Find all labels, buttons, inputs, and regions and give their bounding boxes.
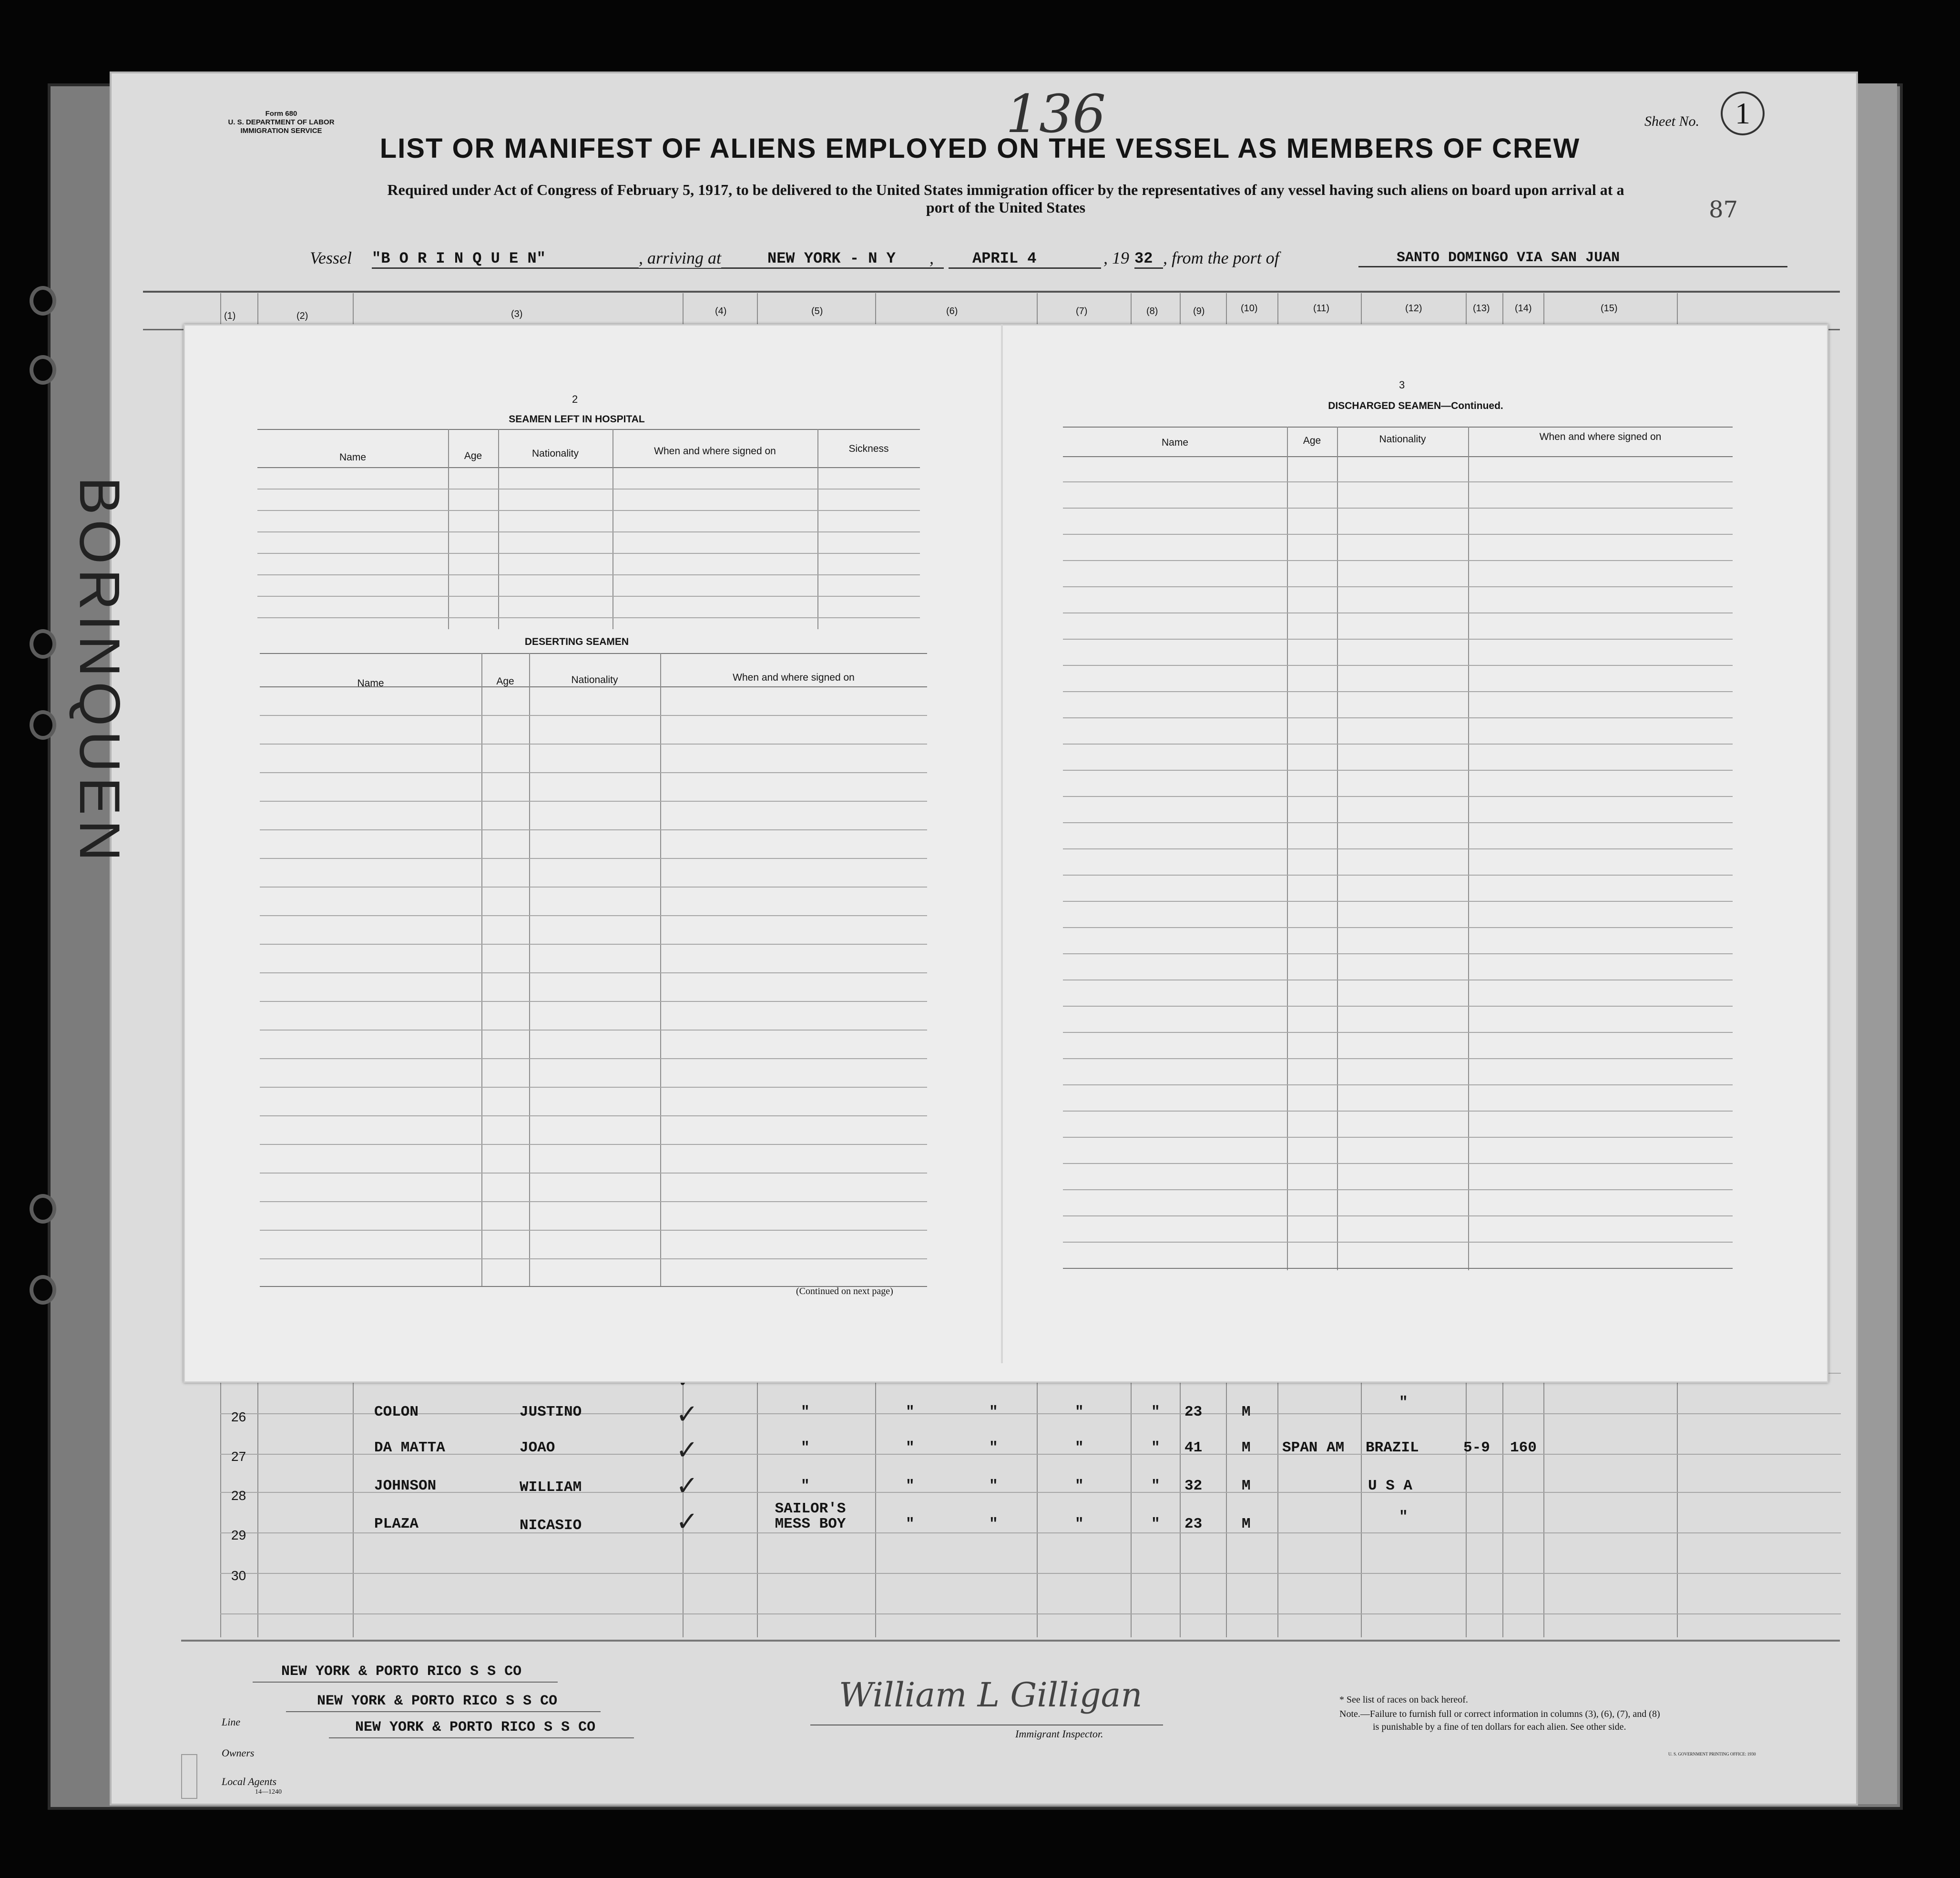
header-sickness: Sickness [848, 443, 889, 454]
header-name: Name [339, 452, 367, 463]
table-rule [260, 1001, 927, 1002]
column-number: (15) [1601, 303, 1618, 314]
from-label: , from the port of [1163, 248, 1279, 267]
discharged-table [1063, 427, 1733, 1270]
table-rule [448, 429, 449, 629]
position: " [801, 1439, 810, 1456]
deserting-table [260, 653, 927, 1287]
table-rule [1063, 427, 1733, 428]
col-7: " [989, 1516, 998, 1532]
form-code: 14—1240 [255, 1788, 282, 1796]
table-rule [260, 1087, 927, 1088]
year-prefix: , 19 [1103, 248, 1129, 267]
owners-value: NEW YORK & PORTO RICO S S CO [317, 1693, 558, 1709]
agents-value: NEW YORK & PORTO RICO S S CO [355, 1719, 596, 1735]
comma: , [929, 248, 934, 267]
vessel-label: Vessel [310, 248, 352, 267]
arriving-port: NEW YORK - N Y [767, 250, 929, 269]
table-rule [529, 653, 530, 1287]
owners-underline [286, 1711, 601, 1712]
header-nationality: Nationality [531, 448, 579, 459]
table-rule [1063, 1215, 1733, 1216]
table-rule [260, 1058, 927, 1059]
table-rule [260, 829, 927, 830]
binder-hole [30, 286, 56, 316]
age: 32 [1184, 1478, 1203, 1494]
row-number: 26 [231, 1409, 246, 1424]
table-rule [260, 972, 927, 973]
table-rule [498, 429, 499, 629]
table-rule [481, 653, 482, 1287]
table-rule [257, 467, 920, 468]
table-rule [1063, 639, 1733, 640]
column-number: (11) [1313, 303, 1330, 314]
column-number: (13) [1473, 303, 1490, 314]
nationality: " [1399, 1394, 1408, 1411]
table-rule [260, 744, 927, 745]
line-value: NEW YORK & PORTO RICO S S CO [281, 1664, 522, 1680]
weight: 160 [1510, 1439, 1537, 1456]
table-rule [257, 531, 920, 532]
note-line-2: is punishable by a fine of ten dollars for each alien. See other side. [1373, 1722, 1626, 1732]
col-7: " [989, 1404, 998, 1420]
height: 5-9 [1463, 1439, 1490, 1456]
note-line-1: Note.—Failure to furnish full or correct information in columns (3), (6), (7), and (8) [1339, 1709, 1660, 1719]
vessel-name: "B O R I N Q U E N" [372, 250, 944, 269]
col-8: " [1075, 1478, 1084, 1494]
header-nationality: Nationality [1379, 434, 1426, 445]
binder-hole [30, 1194, 56, 1224]
table-rule [260, 772, 927, 773]
column-number: (10) [1241, 303, 1258, 314]
header-nationality: Nationality [571, 674, 618, 685]
table-rule [260, 1258, 927, 1259]
given-name: JUSTINO [520, 1404, 582, 1420]
col-8b: " [1151, 1439, 1160, 1456]
column-number: (1) [224, 311, 236, 321]
table-rule [260, 801, 927, 802]
header-signed-on: When and where signed on [1539, 431, 1662, 442]
sex: M [1242, 1404, 1251, 1420]
column-number: (5) [811, 306, 823, 316]
column-number: (8) [1146, 306, 1158, 316]
table-rule [612, 429, 613, 629]
table-rule [260, 1144, 927, 1145]
table-rule [1063, 1137, 1733, 1138]
continued-note: (Continued on next page) [796, 1286, 893, 1296]
table-rule [1063, 560, 1733, 561]
table-rule [817, 429, 818, 629]
given-name: JOAO [520, 1439, 555, 1456]
table-rule [257, 429, 920, 430]
table-rule [260, 1115, 927, 1116]
table-rule [1063, 822, 1733, 823]
agents-underline [329, 1737, 634, 1738]
nationality: BRAZIL [1366, 1439, 1419, 1456]
table-rule [1063, 508, 1733, 509]
race: SPAN AM [1282, 1439, 1345, 1456]
sex: M [1242, 1439, 1251, 1456]
given-name: WILLIAM [520, 1479, 582, 1496]
hospital-section-title: SEAMEN LEFT IN HOSPITAL [509, 414, 645, 425]
row-rule [220, 1492, 1841, 1493]
overlay-page-number-left: 2 [572, 393, 578, 405]
table-rule [1063, 875, 1733, 876]
row-number: 28 [231, 1488, 246, 1503]
table-rule [260, 715, 927, 716]
overlay-page-number-right: 3 [1399, 379, 1405, 391]
line-label: Line [222, 1716, 241, 1728]
table-rule [260, 1201, 927, 1202]
table-rule [1063, 717, 1733, 718]
header-name: Name [357, 678, 384, 689]
table-rule [257, 617, 920, 618]
owners-label: Owners [222, 1747, 255, 1759]
table-rule [1063, 612, 1733, 613]
service-name: IMMIGRATION SERVICE [240, 127, 322, 135]
table-rule [260, 1173, 927, 1174]
table-rule [260, 653, 927, 654]
table-rule [1063, 744, 1733, 745]
col-8: " [1075, 1404, 1084, 1420]
subtitle-line-2: port of the United States [926, 199, 1086, 216]
col-6: " [906, 1404, 915, 1420]
overlay-fold [1001, 324, 1003, 1363]
line-underline [253, 1682, 558, 1683]
given-name: NICASIO [520, 1517, 582, 1534]
header-age: Age [1303, 435, 1321, 446]
col-6: " [906, 1478, 915, 1494]
column-number: (3) [511, 309, 523, 319]
table-rule [260, 858, 927, 859]
table-rule [1063, 1058, 1733, 1059]
table-rule [1063, 456, 1733, 457]
position: " [801, 1404, 810, 1420]
col-7: " [989, 1478, 998, 1494]
table-rule [1063, 1006, 1733, 1007]
page-title: LIST OR MANIFEST OF ALIENS EMPLOYED ON THE VESSEL AS MEMBERS OF CREW [379, 133, 1581, 164]
table-rule [1063, 1111, 1733, 1112]
surname: DA MATTA [374, 1439, 445, 1456]
table-rule [257, 489, 920, 490]
column-number: (6) [946, 306, 958, 316]
header-name: Name [1161, 437, 1189, 448]
column-number: (7) [1076, 306, 1088, 316]
position: SAILOR'S MESS BOY [775, 1500, 846, 1532]
table-rule [1063, 1032, 1733, 1033]
row-number: 30 [231, 1568, 246, 1583]
department-name: U. S. DEPARTMENT OF LABOR [228, 118, 335, 126]
table-rule [1063, 1189, 1733, 1190]
table-rule [257, 510, 920, 511]
subtitle-line-1: Required under Act of Congress of February 5, 1917, to be delivered to the United States immigration officer by the representatives of any vessel having such aliens on board upon arrival at a [387, 181, 1624, 198]
table-rule [1063, 770, 1733, 771]
position: " [801, 1478, 810, 1494]
footer-box [181, 1754, 197, 1799]
header-signed-on: When and where signed on [654, 446, 776, 457]
col-8: " [1075, 1439, 1084, 1456]
header-signed-on: When and where signed on [733, 672, 855, 683]
row-rule [220, 1532, 1841, 1533]
col-8: " [1075, 1516, 1084, 1532]
table-rule [1063, 927, 1733, 928]
table-rule [660, 653, 661, 1287]
row-rule [220, 1613, 1841, 1614]
binder-hole [30, 710, 56, 740]
table-rule [1063, 481, 1733, 482]
nationality: U S A [1368, 1478, 1413, 1494]
col-8b: " [1151, 1404, 1160, 1420]
nationality: " [1399, 1509, 1408, 1525]
col-7: " [989, 1439, 998, 1456]
table-rule [1063, 848, 1733, 849]
row-number: 27 [231, 1449, 246, 1464]
table-rule [1063, 1242, 1733, 1243]
col-8b: " [1151, 1478, 1160, 1494]
checkmark: ✓ [676, 1399, 698, 1430]
sheet-number-label: Sheet No. [1644, 113, 1699, 129]
surname: PLAZA [374, 1516, 419, 1532]
checkmark: ✓ [676, 1435, 698, 1466]
age: 23 [1184, 1516, 1203, 1532]
row-rule [220, 1454, 1841, 1455]
col-6: " [906, 1439, 915, 1456]
col-8b: " [1151, 1516, 1160, 1532]
column-number: (4) [715, 306, 727, 316]
margin-handwriting: BORINQUEN [68, 477, 132, 866]
table-rule [257, 574, 920, 575]
table-rule [260, 1230, 927, 1231]
age: 41 [1184, 1439, 1203, 1456]
agents-label: Local Agents [222, 1776, 277, 1787]
discharged-section-title: DISCHARGED SEAMEN—Continued. [1328, 400, 1503, 411]
binder-hole [30, 629, 56, 659]
subtitle [210, 181, 1802, 216]
table-rule [1063, 534, 1733, 535]
form-number: Form 680 [265, 110, 297, 118]
inspector-label: Immigrant Inspector. [1015, 1728, 1103, 1740]
hospital-table [257, 429, 920, 629]
header-age: Age [464, 450, 482, 461]
inspector-signature: William L Gilligan [839, 1675, 1143, 1715]
surname: COLON [374, 1404, 419, 1420]
note-races: * See list of races on back hereof. [1339, 1694, 1468, 1705]
form-header [205, 110, 357, 135]
table-bottom-rule [181, 1640, 1840, 1642]
column-number: (14) [1515, 303, 1532, 314]
table-rule [1063, 586, 1733, 587]
handwritten-number: 136 [1006, 83, 1106, 144]
table-rule [257, 553, 920, 554]
age: 23 [1184, 1404, 1203, 1420]
table-top-rule [143, 291, 1840, 293]
table-rule [260, 1030, 927, 1031]
from-port: SANTO DOMINGO VIA SAN JUAN [1358, 250, 1787, 267]
row-rule [220, 1413, 1841, 1414]
arriving-label: , arriving at [639, 248, 722, 267]
arrival-year: 32 [1134, 250, 1163, 269]
column-number: (12) [1405, 303, 1422, 314]
table-rule [1063, 1084, 1733, 1085]
table-rule [260, 944, 927, 945]
table-rule [1063, 953, 1733, 954]
table-rule [1063, 1163, 1733, 1164]
table-rule [260, 887, 927, 888]
printer-line: U. S. GOVERNMENT PRINTING OFFICE: 1930 [1668, 1752, 1756, 1756]
sex: M [1242, 1478, 1251, 1494]
sex: M [1242, 1516, 1251, 1532]
deserting-section-title: DESERTING SEAMEN [524, 636, 629, 647]
checkmark: ✓ [676, 1506, 698, 1537]
table-rule [260, 915, 927, 916]
table-rule [1063, 1268, 1733, 1269]
sheet-number: 1 [1721, 92, 1765, 135]
row-rule [220, 1573, 1841, 1574]
column-number: (9) [1193, 306, 1205, 316]
table-rule [1063, 796, 1733, 797]
arrival-date: APRIL 4 [949, 250, 1101, 269]
table-rule [257, 596, 920, 597]
binder-hole [30, 1275, 56, 1305]
column-number: (2) [296, 311, 308, 321]
checkmark: ✓ [676, 1470, 698, 1501]
side-number: 87 [1709, 196, 1738, 223]
table-rule [1063, 691, 1733, 692]
row-number: 29 [231, 1528, 246, 1542]
table-rule [1063, 901, 1733, 902]
header-age: Age [496, 676, 514, 687]
col-6: " [906, 1516, 915, 1532]
vessel-line [310, 248, 1835, 272]
surname: JOHNSON [374, 1478, 437, 1494]
binder-hole [30, 355, 56, 385]
table-rule [1063, 665, 1733, 666]
